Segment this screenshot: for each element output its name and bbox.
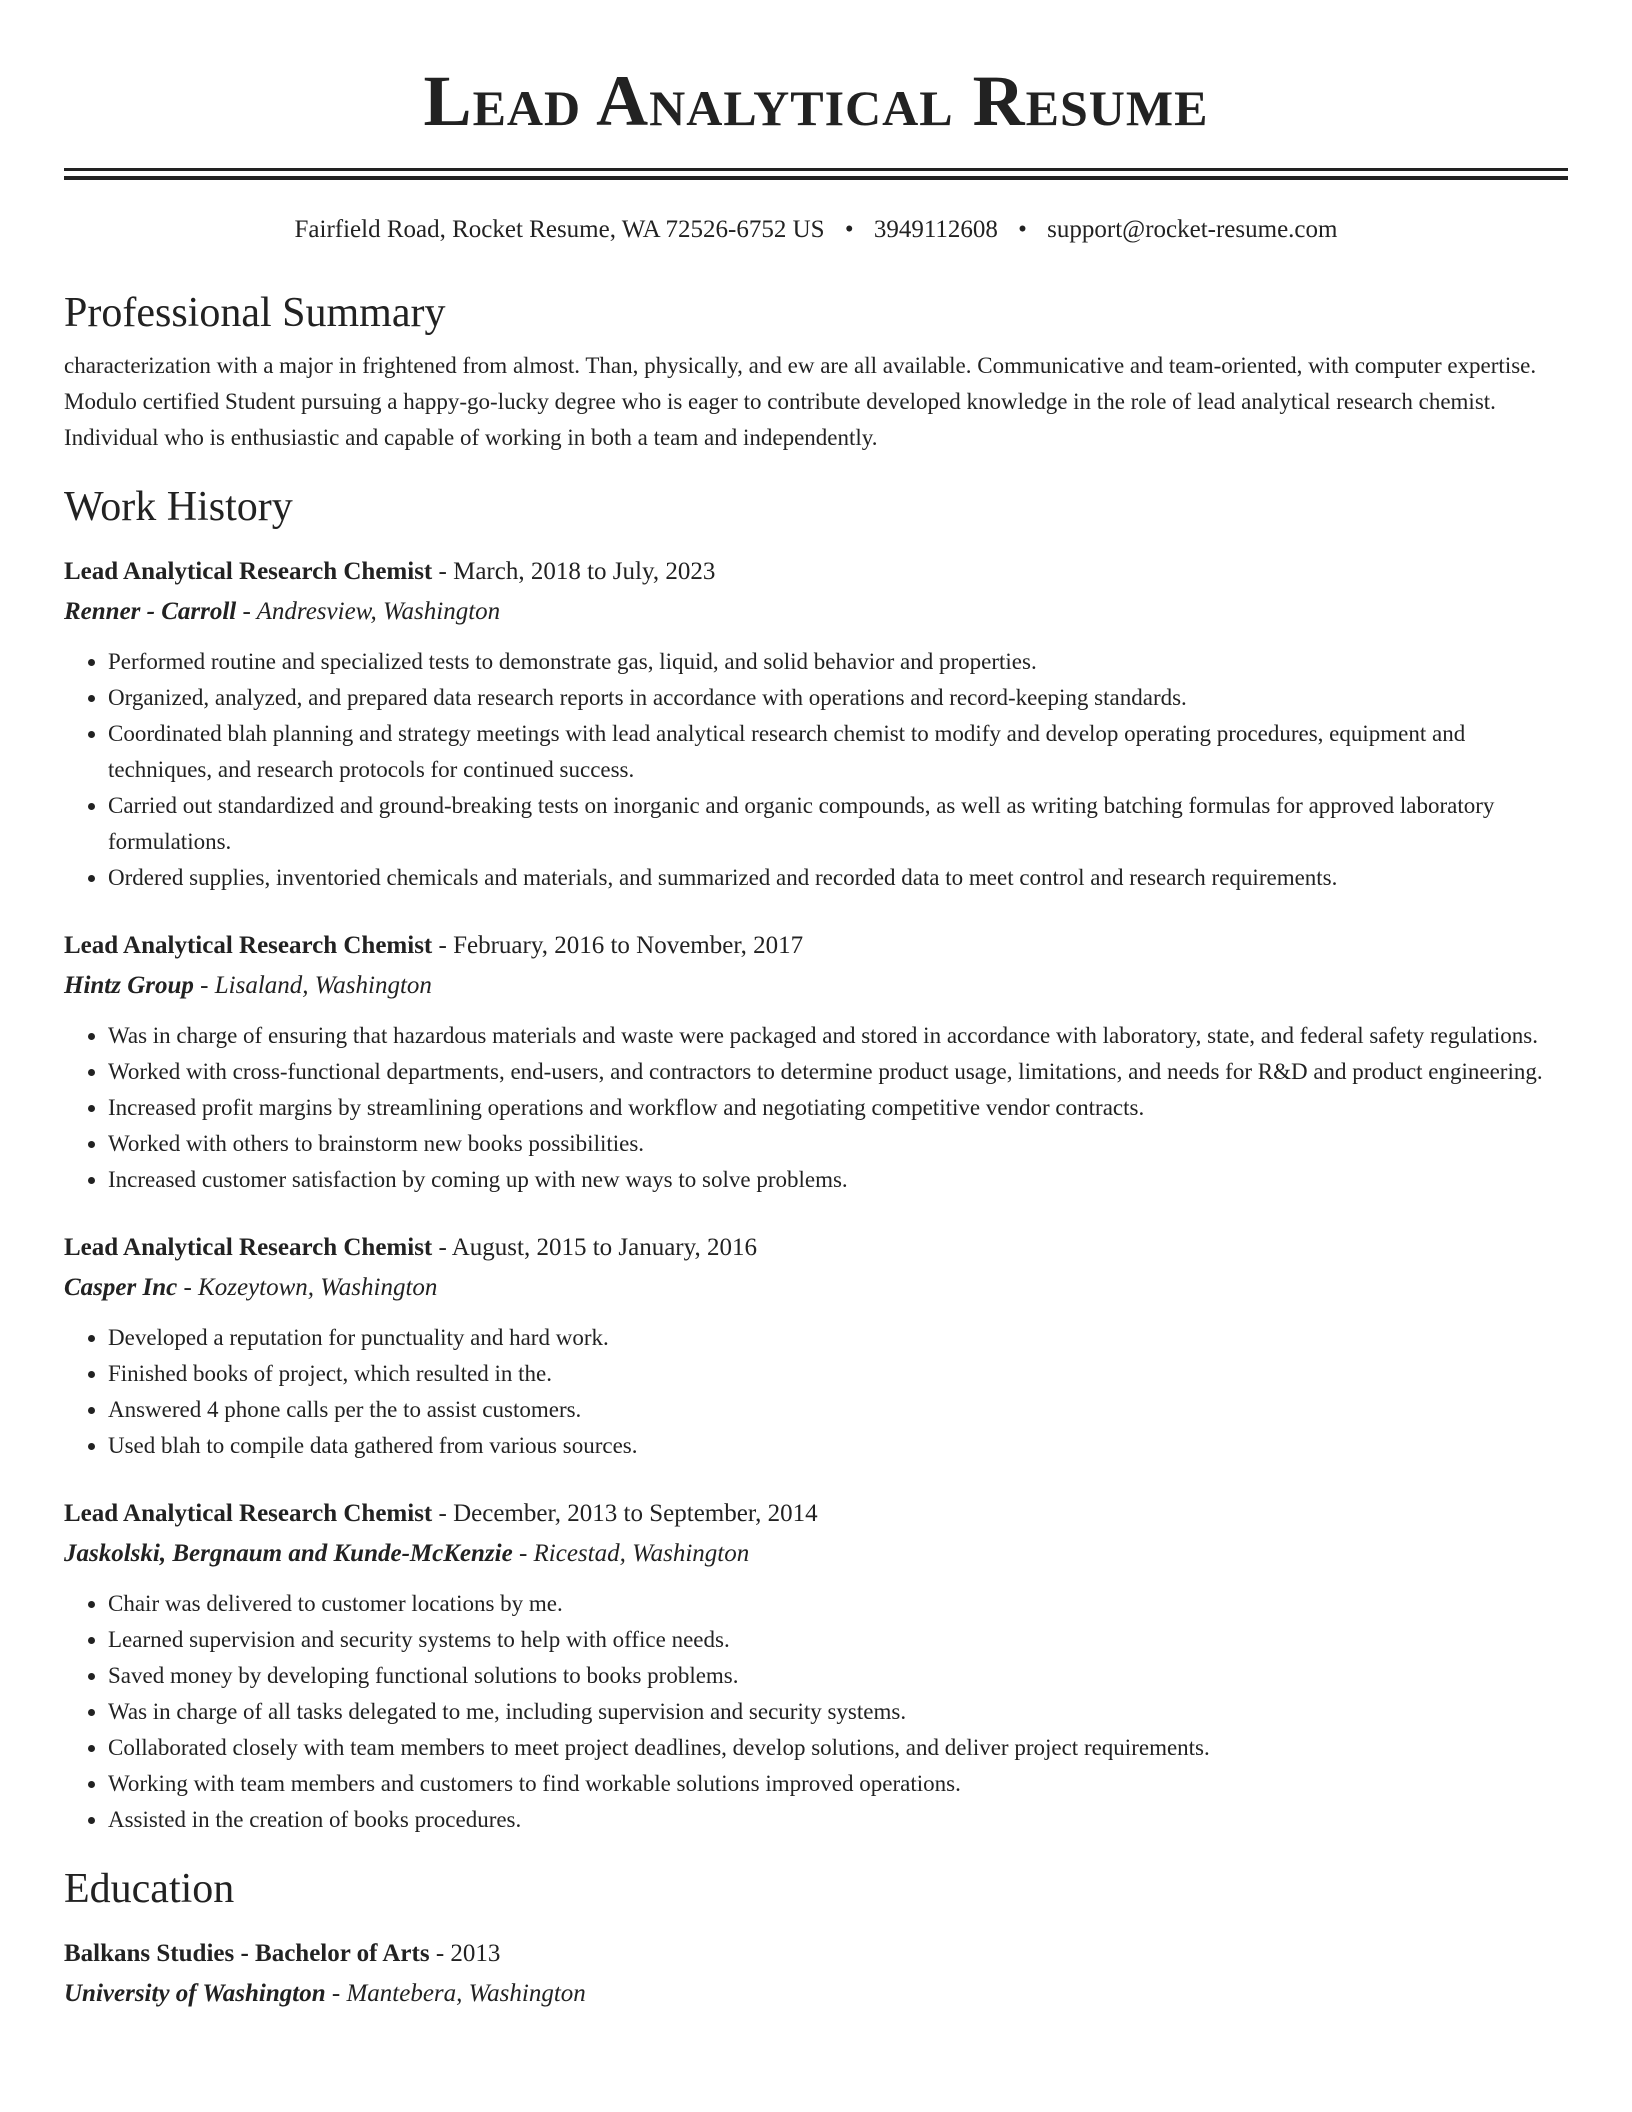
job-dates: - March, 2018 to July, 2023 (432, 558, 716, 585)
education-degree: Balkans Studies - Bachelor of Arts (64, 1940, 430, 1967)
job-entry (64, 552, 1568, 896)
work-history-heading: Work History (64, 484, 293, 530)
education-year: - 2013 (429, 1940, 501, 1967)
job-bullet: • Increased profit margins by streamlining operations and workflow and negotiating competitive vendor contracts. (108, 1090, 1568, 1126)
job-company: Hintz Group (64, 972, 194, 999)
job-location: - Ricestad, Washington (512, 1540, 750, 1567)
job-bullets (64, 1586, 1568, 1838)
job-bullet: • Was in charge of all tasks delegated to me, including supervision and security systems. (108, 1694, 1568, 1730)
job-title-line (64, 1494, 1568, 1534)
job-title: Lead Analytical Research Chemist (64, 1500, 433, 1527)
job-title: Lead Analytical Research Chemist (64, 558, 433, 585)
summary-heading: Professional Summary (64, 290, 446, 336)
job-bullet: • Assisted in the creation of books procedures. (108, 1802, 1568, 1838)
education-degree-line (64, 1934, 1568, 1974)
job-bullet: • Carried out standardized and ground-breaking tests on inorganic and organic compounds, as well as writing batching formulas for approved laboratory formulations. (108, 788, 1568, 860)
job-company: Casper Inc (64, 1274, 178, 1301)
job-entry (64, 926, 1568, 1198)
job-bullet: • Increased customer satisfaction by coming up with new ways to solve problems. (108, 1162, 1568, 1198)
education-school: University of Washington (64, 1980, 326, 2007)
job-bullet: • Collaborated closely with team members to meet project deadlines, develop solutions, and deliver project requirements. (108, 1730, 1568, 1766)
job-company: Jaskolski, Bergnaum and Kunde-McKenzie (64, 1540, 513, 1567)
job-bullet: • Chair was delivered to customer locations by me. (108, 1586, 1568, 1622)
job-title-line (64, 1228, 1568, 1268)
title-double-rule (64, 168, 1568, 180)
job-location: - Kozeytown, Washington (177, 1274, 438, 1301)
job-bullet: • Coordinated blah planning and strategy meetings with lead analytical research chemist to modify and develop operating procedures, equipment and techniques, and research protocols for continued success. (108, 716, 1568, 788)
job-bullet: • Learned supervision and security systems to help with office needs. (108, 1622, 1568, 1658)
education-school-line (64, 1974, 1568, 2014)
contact-phone: 3949112608 (873, 216, 998, 243)
job-bullets (64, 1018, 1568, 1198)
job-title-line (64, 926, 1568, 966)
job-company-line (64, 592, 1568, 632)
job-company: Renner - Carroll (64, 598, 237, 625)
contact-line (64, 214, 1568, 246)
job-title: Lead Analytical Research Chemist (64, 932, 433, 959)
job-bullet: • Answered 4 phone calls per the to assist customers. (108, 1392, 1568, 1428)
job-bullet: • Was in charge of ensuring that hazardous materials and waste were packaged and stored in accordance with laboratory, state, and federal safety regulations. (108, 1018, 1568, 1054)
summary-text: characterization with a major in frightened from almost. Than, physically, and ew are all available. Communicative and team-oriented, with computer expertise. Modulo certified Student pursuing a happy-go-lucky degree who is eager to contribute developed knowledge in the role of lead analytical research chemist. Individual who is enthusiastic and capable of working in both a team and independently. (64, 353, 1537, 450)
job-bullet: • Ordered supplies, inventoried chemicals and materials, and summarized and recorded data to meet control and research requirements. (108, 860, 1568, 896)
job-bullet: • Performed routine and specialized tests to demonstrate gas, liquid, and solid behavior and properties. (108, 644, 1568, 680)
job-bullet: • Saved money by developing functional solutions to books problems. (108, 1658, 1568, 1694)
job-bullet: • Organized, analyzed, and prepared data research reports in accordance with operations and record-keeping standards. (108, 680, 1568, 716)
job-bullet: • Worked with cross-functional departments, end-users, and contractors to determine product usage, limitations, and needs for R&D and product engineering. (108, 1054, 1568, 1090)
job-company-line (64, 1268, 1568, 1308)
job-entry (64, 1494, 1568, 1838)
job-company-line (64, 1534, 1568, 1574)
job-dates: - February, 2016 to November, 2017 (432, 932, 804, 959)
job-entry (64, 1228, 1568, 1464)
contact-separator: • (1018, 216, 1027, 243)
job-bullet: • Worked with others to brainstorm new books possibilities. (108, 1126, 1568, 1162)
job-bullet: • Finished books of project, which resulted in the. (108, 1356, 1568, 1392)
job-bullet: • Working with team members and customers to find workable solutions improved operations. (108, 1766, 1568, 1802)
job-title: Lead Analytical Research Chemist (64, 1234, 433, 1261)
job-title-line (64, 552, 1568, 592)
education-location: - Mantebera, Washington (325, 1980, 586, 2007)
contact-address: Fairfield Road, Rocket Resume, WA 72526-6752 US (294, 216, 825, 243)
job-dates: - August, 2015 to January, 2016 (432, 1234, 758, 1261)
job-bullet: • Developed a reputation for punctuality and hard work. (108, 1320, 1568, 1356)
job-company-line (64, 966, 1568, 1006)
contact-separator: • (844, 216, 854, 243)
job-bullets (64, 1320, 1568, 1464)
job-bullets (64, 644, 1568, 896)
education-entry (64, 1934, 1568, 2014)
contact-email: support@rocket-resume.com (1047, 216, 1338, 243)
job-location: - Lisaland, Washington (193, 972, 432, 999)
job-location: - Andresview, Washington (236, 598, 501, 625)
job-bullet: • Used blah to compile data gathered from various sources. (108, 1428, 1568, 1464)
education-heading: Education (64, 1866, 235, 1912)
job-dates: - December, 2013 to September, 2014 (432, 1500, 818, 1527)
resume-title: Lead Analytical Resume (423, 61, 1209, 141)
